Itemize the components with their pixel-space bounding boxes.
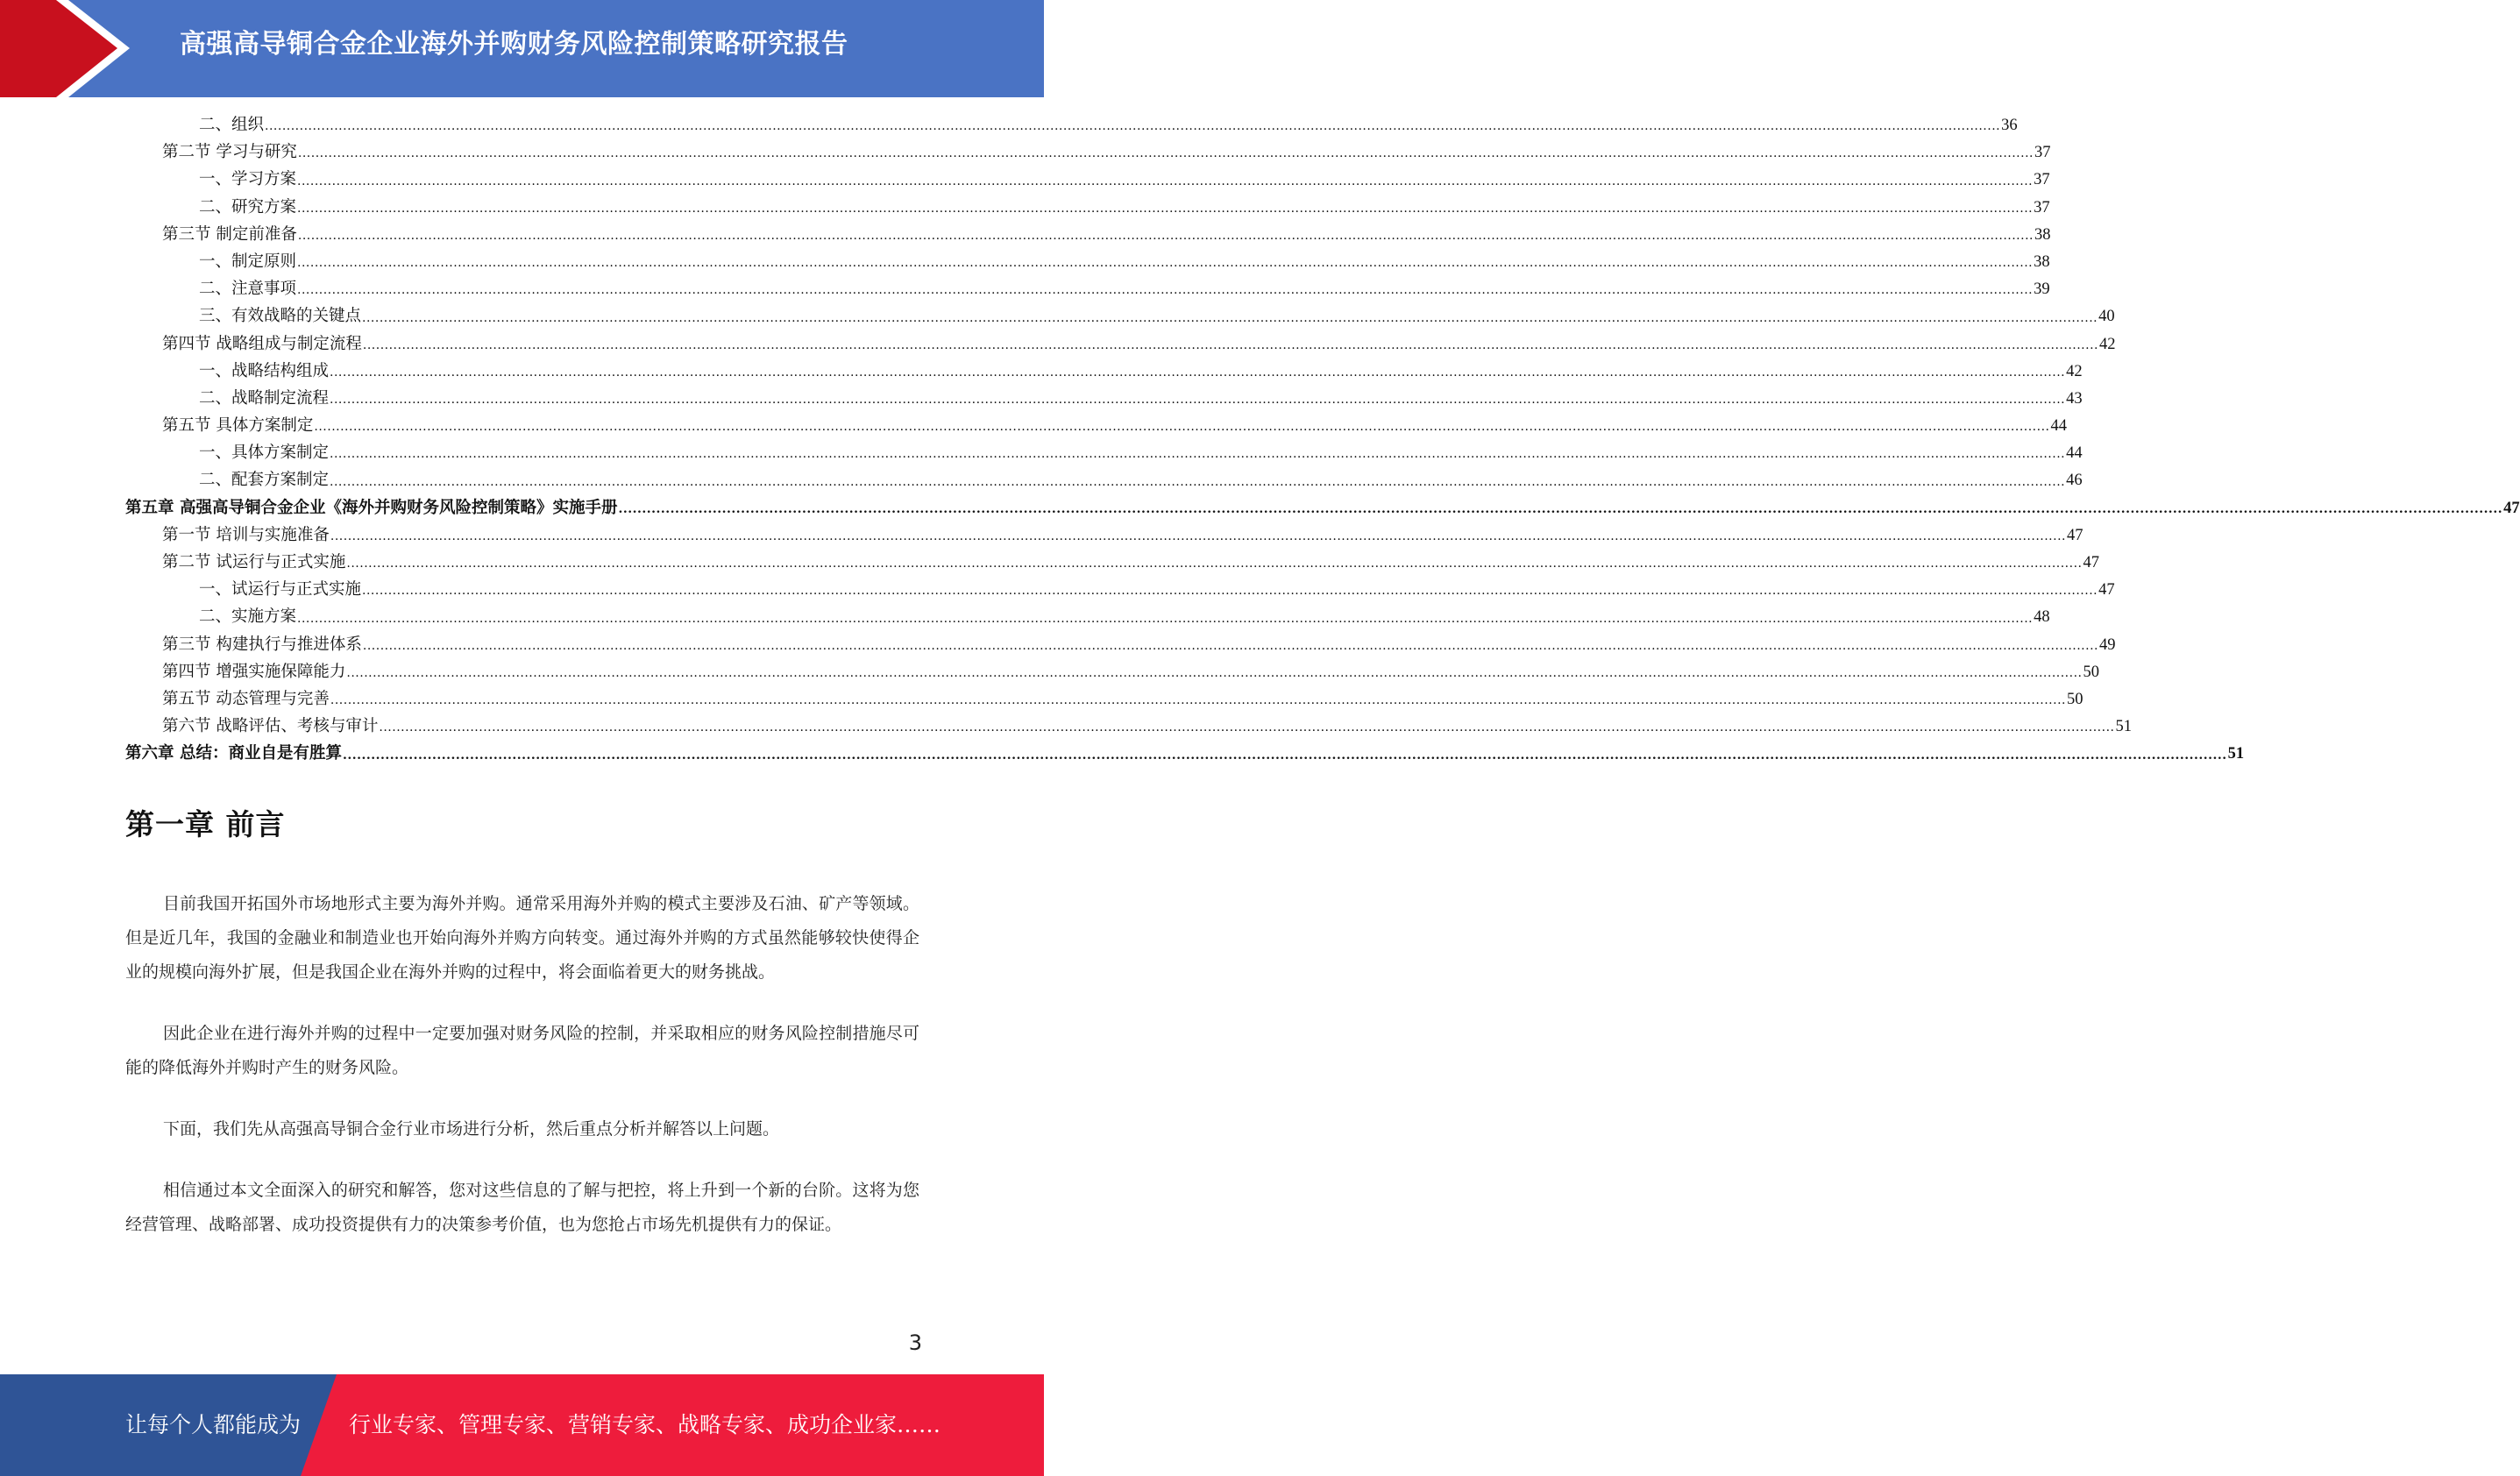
toc-entry-title: 第一节 培训与实施准备 (162, 525, 330, 544)
toc-leader-dots: ................................................................................................................................................................................................................................................................................................................................................................................................................ (618, 501, 2503, 516)
toc-entry[interactable] (125, 248, 2050, 275)
toc-entry-title: 二、注意事项 (199, 280, 297, 299)
toc-leader-dots: ................................................................................................................................................................................................................................................................................................................................................................................................................ (362, 337, 2098, 352)
toc-entry-page: 43 (2066, 389, 2083, 408)
toc-entry[interactable] (125, 631, 2116, 658)
toc-leader-dots: ................................................................................................................................................................................................................................................................................................................................................................................................................ (346, 665, 2083, 680)
toc-entry-page: 42 (2066, 362, 2083, 380)
toc-leader-dots: ................................................................................................................................................................................................................................................................................................................................................................................................................ (297, 283, 2034, 298)
toc-entry-page: 37 (2034, 198, 2050, 216)
toc-entry[interactable] (125, 685, 2083, 713)
toc-leader-dots: ................................................................................................................................................................................................................................................................................................................................................................................................................ (362, 638, 2098, 653)
toc-leader-dots: ................................................................................................................................................................................................................................................................................................................................................................................................................ (297, 174, 2034, 188)
toc-entry[interactable] (125, 330, 2116, 358)
toc-leader-dots: ................................................................................................................................................................................................................................................................................................................................................................................................................ (297, 146, 2034, 161)
toc-leader-dots: ................................................................................................................................................................................................................................................................................................................................................................................................................ (330, 693, 2066, 708)
page-header (0, 0, 1044, 97)
footer-slogan-left: 让每个人都能成为 (125, 1412, 302, 1437)
toc-entry[interactable] (125, 522, 2083, 549)
toc-entry-title: 一、制定原则 (199, 252, 297, 271)
toc-entry[interactable] (125, 194, 2050, 221)
toc-entry-page: 49 (2098, 635, 2116, 654)
toc-entry[interactable] (125, 358, 2083, 385)
toc-entry-page: 47 (2066, 526, 2083, 544)
toc-entry-title: 第四节 战略组成与制定流程 (162, 334, 362, 353)
toc-entry-page: 51 (2227, 745, 2245, 763)
toc-entry-page: 46 (2066, 472, 2083, 490)
toc-entry[interactable] (125, 385, 2083, 412)
toc-entry[interactable] (125, 111, 2018, 138)
footer-slogan-right: 行业专家、管理专家、营销专家、战略专家、成功企业家…… (349, 1412, 941, 1437)
toc-entry[interactable] (125, 412, 2067, 439)
toc-entry-title: 第五章 高强高导铜合金企业《海外并购财务风险控制策略》实施手册 (125, 498, 618, 517)
toc-entry[interactable] (125, 275, 2050, 302)
toc-entry-title: 第二节 学习与研究 (162, 143, 297, 162)
toc-entry-title: 一、学习方案 (199, 170, 297, 189)
toc-leader-dots: ................................................................................................................................................................................................................................................................................................................................................................................................................ (330, 393, 2066, 408)
toc-leader-dots: ................................................................................................................................................................................................................................................................................................................................................................................................................ (330, 447, 2066, 462)
toc-entry-page: 40 (2098, 308, 2115, 326)
toc-entry-title: 第六章 总结：商业自是有胜算 (125, 744, 342, 763)
toc-leader-dots: ................................................................................................................................................................................................................................................................................................................................................................................................................ (379, 720, 2115, 735)
toc-entry[interactable] (125, 302, 2115, 330)
toc-entry-title: 第五节 具体方案制定 (162, 416, 314, 436)
toc-leader-dots: ................................................................................................................................................................................................................................................................................................................................................................................................................ (362, 584, 2098, 599)
toc-entry-page: 36 (2001, 117, 2018, 134)
toc-entry[interactable] (125, 658, 2099, 685)
toc-entry-page: 44 (2066, 444, 2083, 463)
toc-entry[interactable] (125, 221, 2051, 248)
toc-leader-dots: ................................................................................................................................................................................................................................................................................................................................................................................................................ (265, 119, 2001, 134)
toc-leader-dots: ................................................................................................................................................................................................................................................................................................................................................................................................................ (330, 529, 2066, 543)
toc-entry-page: 42 (2098, 335, 2116, 353)
toc-entry-title: 一、试运行与正式实施 (199, 580, 362, 600)
page-number: 3 (908, 1331, 922, 1355)
toc-entry-title: 第三节 构建执行与推进体系 (162, 635, 362, 654)
chapter-title: 第一章 前言 (125, 807, 286, 841)
toc-entry-page: 50 (2066, 690, 2083, 708)
toc-entry-title: 第四节 增强实施保障能力 (162, 662, 346, 681)
toc-leader-dots: ................................................................................................................................................................................................................................................................................................................................................................................................................ (362, 310, 2098, 325)
page-footer (0, 1374, 1044, 1476)
toc-entry-title: 二、配套方案制定 (199, 471, 330, 490)
toc-entry-title: 第二节 试运行与正式实施 (162, 553, 346, 571)
report-title: 高强高导铜合金企业海外并购财务风险控制策略研究报告 (180, 29, 848, 60)
toc-entry[interactable] (125, 740, 2245, 767)
toc-entry-page: 51 (2115, 718, 2132, 736)
toc-entry-title: 二、实施方案 (199, 607, 297, 627)
toc-entry-page: 38 (2034, 225, 2051, 244)
toc-entry-title: 二、组织 (199, 116, 265, 134)
paragraph: 因此企业在进行海外并购的过程中一定要加强对财务风险的控制，并采取相应的财务风险控制措施尽可能的降低海外并购时产生的财务风险。 (125, 1024, 919, 1077)
paragraph: 相信通过本文全面深入的研究和解答，您对这些信息的了解与把控，将上升到一个新的台阶。这将为您经营管理、战略部署、成功投资提供有力的决策参考价值，也为您抢占市场先机提供有力的保证。 (125, 1181, 919, 1234)
toc-leader-dots: ................................................................................................................................................................................................................................................................................................................................................................................................................ (297, 256, 2034, 271)
table-of-contents (125, 111, 2520, 768)
toc-entry-page: 47 (2083, 554, 2099, 571)
toc-entry[interactable] (125, 576, 2115, 603)
toc-entry[interactable] (125, 603, 2050, 630)
toc-entry-page: 47 (2098, 581, 2115, 600)
toc-entry[interactable] (125, 549, 2099, 576)
toc-leader-dots: ................................................................................................................................................................................................................................................................................................................................................................................................................ (297, 611, 2034, 626)
paragraph: 目前我国开拓国外市场地形式主要为海外并购。通常采用海外并购的模式主要涉及石油、矿产等领域。但是近几年，我国的金融业和制造业也开始向海外并购方向转变。通过海外并购的方式虽然能够较快使得企业的规模向海外扩展，但是我国企业在海外并购的过程中，将会面临着更大的财务挑战。 (125, 894, 919, 982)
toc-entry-page: 50 (2083, 663, 2099, 681)
toc-entry-page: 48 (2034, 608, 2050, 627)
toc-leader-dots: ................................................................................................................................................................................................................................................................................................................................................................................................................ (297, 228, 2034, 243)
toc-entry-title: 二、战略制定流程 (199, 388, 330, 408)
toc-leader-dots: ................................................................................................................................................................................................................................................................................................................................................................................................................ (297, 201, 2034, 216)
toc-entry[interactable] (125, 166, 2050, 193)
toc-entry-title: 一、战略结构组成 (199, 361, 330, 380)
toc-leader-dots: ................................................................................................................................................................................................................................................................................................................................................................................................................ (314, 420, 2050, 435)
toc-entry-page: 37 (2034, 144, 2051, 162)
paragraph: 下面，我们先从高强高导铜合金行业市场进行分析，然后重点分析并解答以上问题。 (163, 1119, 780, 1139)
toc-entry-page: 37 (2034, 171, 2050, 189)
toc-leader-dots: ................................................................................................................................................................................................................................................................................................................................................................................................................ (346, 557, 2083, 571)
toc-entry-page: 47 (2503, 499, 2520, 517)
toc-leader-dots: ................................................................................................................................................................................................................................................................................................................................................................................................................ (342, 748, 2227, 763)
toc-entry[interactable] (125, 439, 2083, 466)
toc-leader-dots: ................................................................................................................................................................................................................................................................................................................................................................................................................ (330, 474, 2066, 489)
toc-entry-title: 三、有效战略的关键点 (199, 307, 362, 326)
toc-entry-page: 38 (2034, 252, 2050, 271)
toc-entry[interactable] (125, 494, 2520, 522)
toc-entry-page: 39 (2034, 280, 2050, 299)
toc-leader-dots: ................................................................................................................................................................................................................................................................................................................................................................................................................ (330, 365, 2066, 380)
toc-entry[interactable] (125, 466, 2083, 493)
toc-entry-page: 44 (2050, 417, 2067, 436)
toc-entry-title: 第六节 战略评估、考核与审计 (162, 717, 379, 736)
toc-entry-title: 二、研究方案 (199, 197, 297, 216)
chapter-body (125, 887, 919, 1269)
toc-entry[interactable] (125, 713, 2132, 740)
toc-entry-title: 第三节 制定前准备 (162, 224, 297, 244)
toc-entry[interactable] (125, 138, 2051, 166)
toc-entry-title: 第五节 动态管理与完善 (162, 689, 330, 708)
toc-entry-title: 一、具体方案制定 (199, 444, 330, 463)
